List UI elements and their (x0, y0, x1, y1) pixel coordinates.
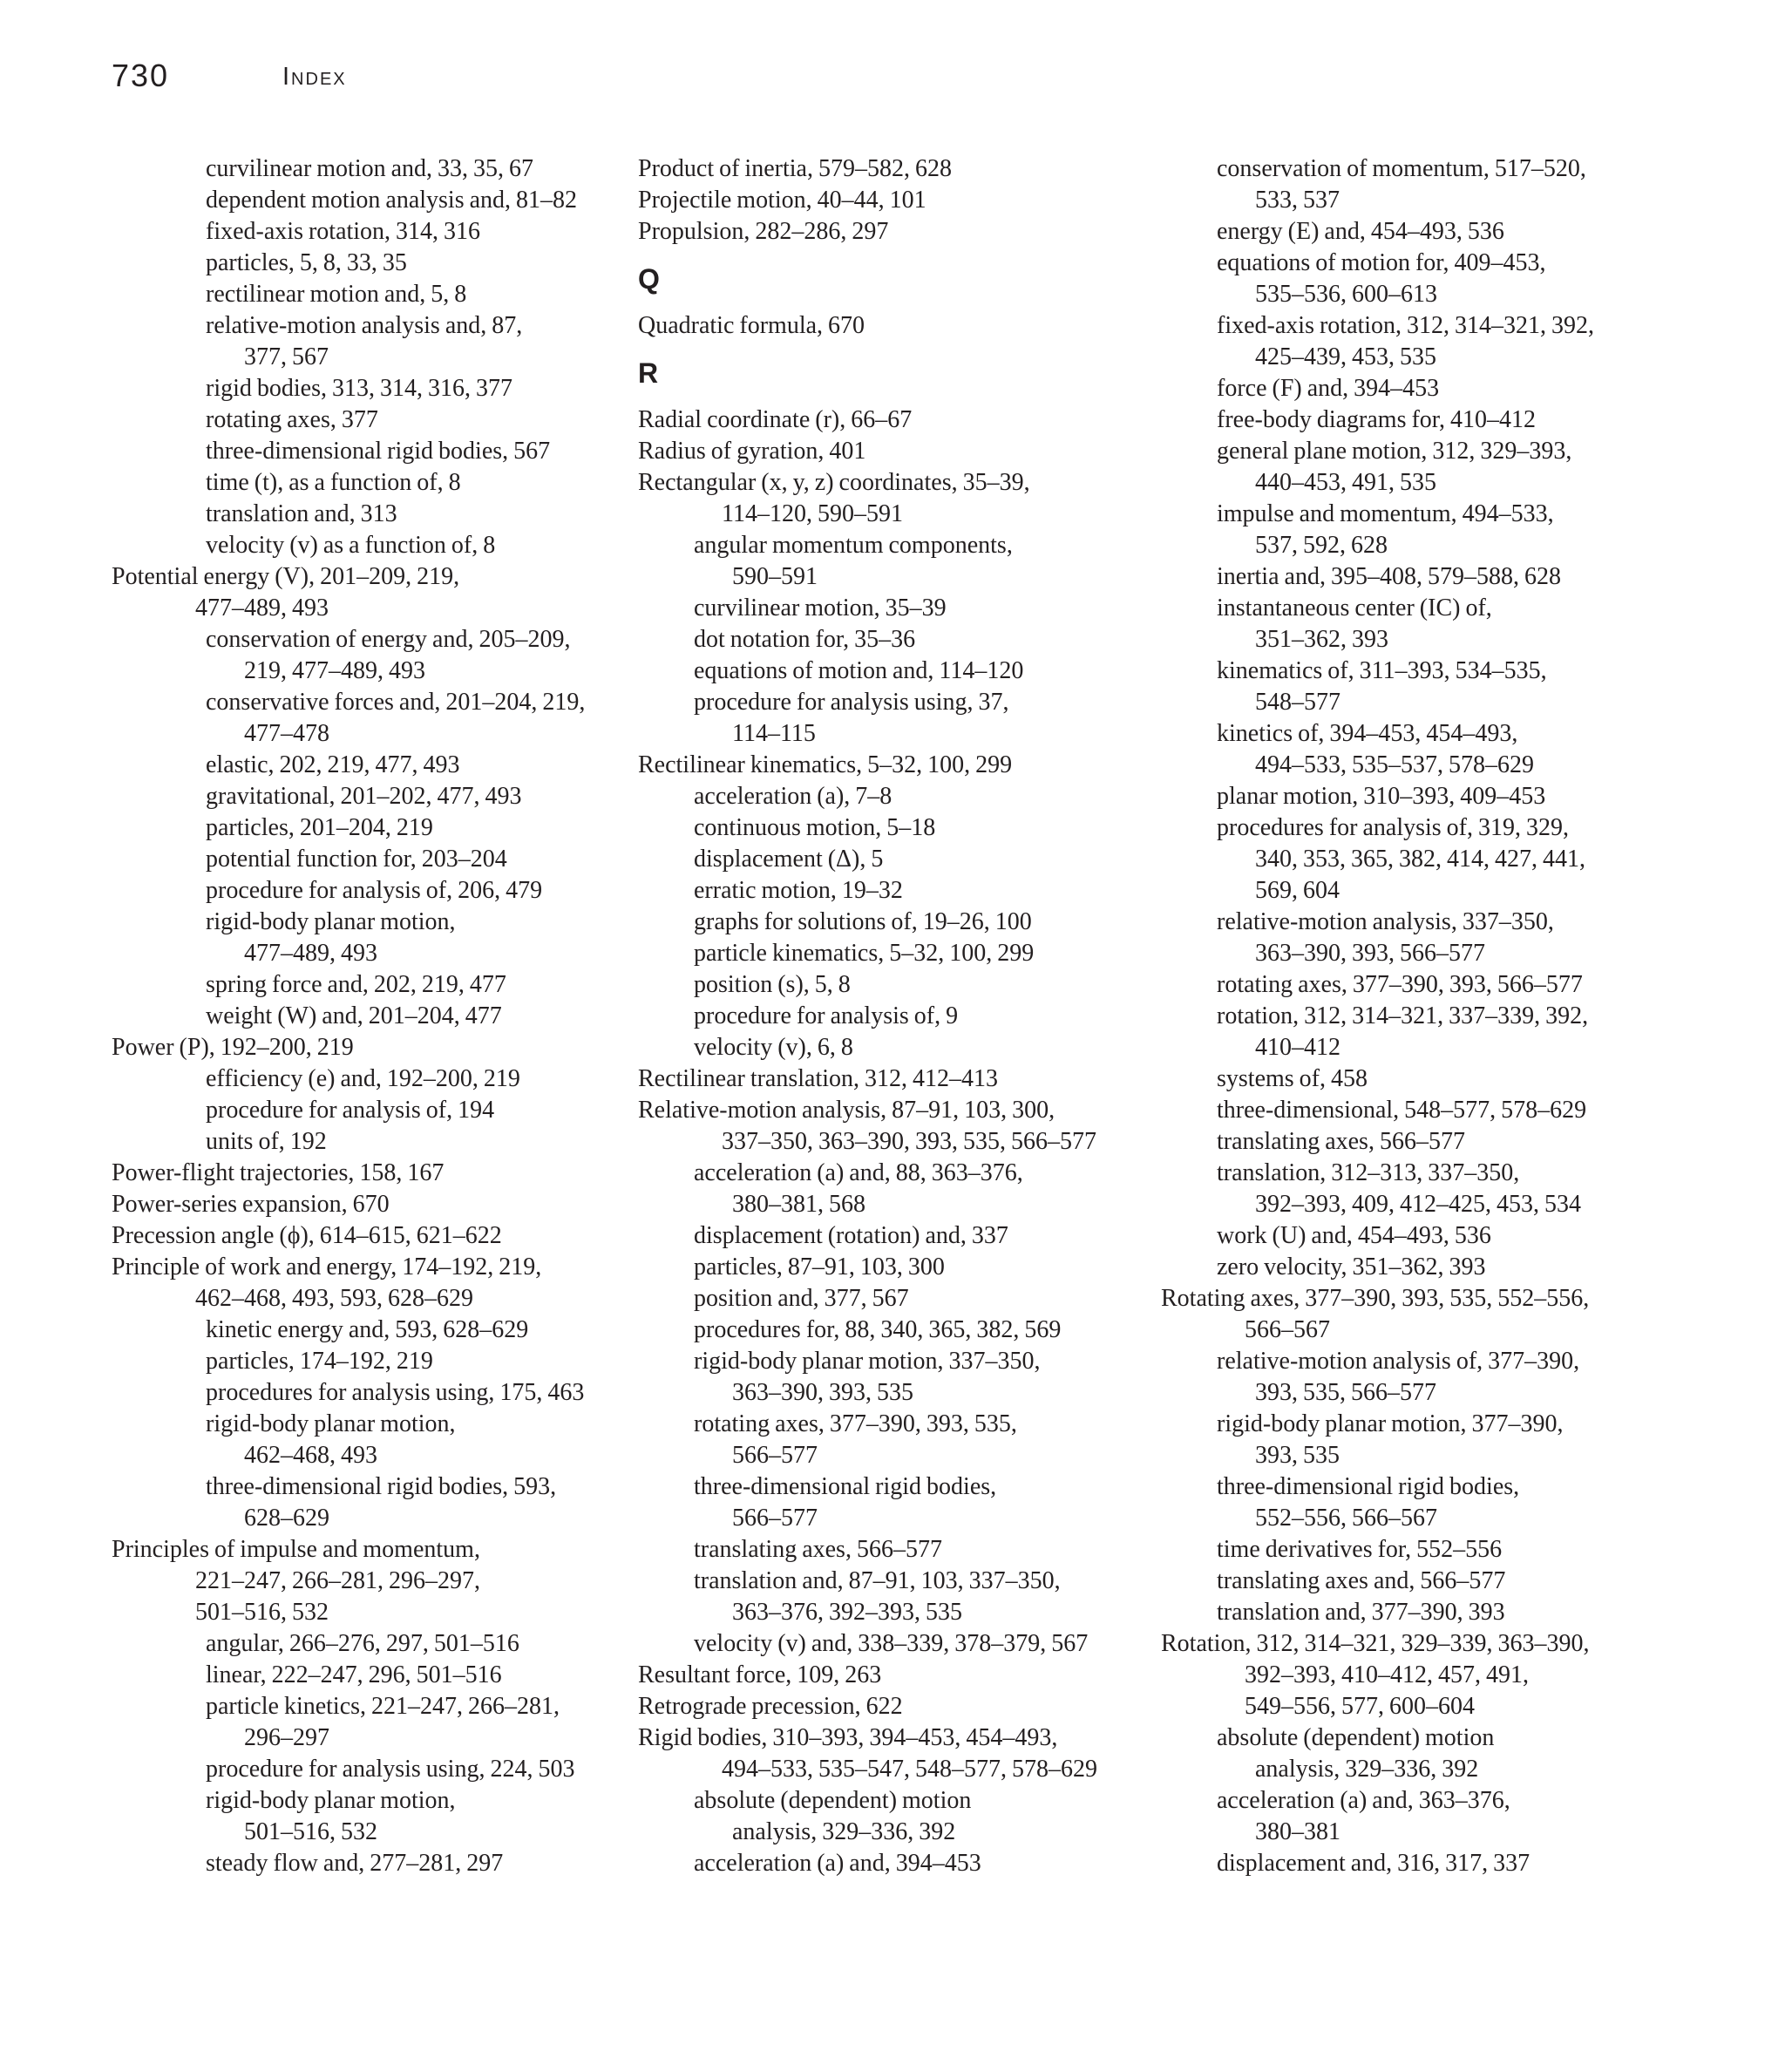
index-subentry: procedures for analysis of, 319, 329, (1217, 814, 1570, 841)
index-subentry: absolute (dependent) motion (694, 1787, 972, 1814)
index-subentry: three-dimensional, 548–577, 578–629 (1217, 1097, 1587, 1124)
index-entry-continuation: 221–247, 266–281, 296–297, (195, 1567, 480, 1594)
index-subentry: potential function for, 203–204 (206, 846, 507, 873)
index-entry-continuation: 477–489, 493 (244, 940, 377, 967)
index-subentry: translation and, 87–91, 103, 337–350, (694, 1567, 1061, 1594)
index-subentry: conservation of momentum, 517–520, (1217, 155, 1586, 182)
index-subentry: acceleration (a) and, 394–453 (694, 1850, 981, 1877)
index-subentry: dependent motion analysis and, 81–82 (206, 187, 578, 214)
index-entry: Propulsion, 282–286, 297 (638, 218, 889, 245)
index-subentry: gravitational, 201–202, 477, 493 (206, 783, 522, 810)
index-subentry: graphs for solutions of, 19–26, 100 (694, 908, 1032, 935)
index-subentry: translating axes, 566–577 (1217, 1128, 1465, 1155)
index-letter-heading: Q (638, 263, 660, 295)
index-subentry: fixed-axis rotation, 314, 316 (206, 218, 481, 245)
index-entry-continuation: 296–297 (244, 1724, 329, 1751)
index-column-3 (1161, 153, 1684, 1879)
index-subentry: rigid-body planar motion, 377–390, (1217, 1410, 1564, 1437)
index-subentry: kinematics of, 311–393, 534–535, (1217, 657, 1547, 684)
index-subentry: rigid-body planar motion, (206, 1787, 456, 1814)
index-entry: Rectilinear kinematics, 5–32, 100, 299 (638, 751, 1013, 778)
index-entry: Rectilinear translation, 312, 412–413 (638, 1065, 999, 1092)
index-subentry: rotating axes, 377–390, 393, 566–577 (1217, 971, 1583, 998)
index-subentry: acceleration (a), 7–8 (694, 783, 892, 810)
index-entry: Power-series expansion, 670 (112, 1191, 390, 1218)
index-subentry: conservation of energy and, 205–209, (206, 626, 571, 653)
index-subentry: curvilinear motion and, 33, 35, 67 (206, 155, 534, 182)
index-subentry: planar motion, 310–393, 409–453 (1217, 783, 1546, 810)
index-subentry: time (t), as a function of, 8 (206, 469, 461, 496)
index-subentry: energy (E) and, 454–493, 536 (1217, 218, 1504, 245)
index-subentry: particles, 174–192, 219 (206, 1348, 433, 1375)
index-subentry: procedure for analysis using, 37, (694, 689, 1009, 716)
index-subentry: rigid bodies, 313, 314, 316, 377 (206, 375, 512, 402)
index-subentry: translation, 312–313, 337–350, (1217, 1159, 1520, 1186)
index-subentry: particle kinematics, 5–32, 100, 299 (694, 940, 1035, 967)
index-entry: Power (P), 192–200, 219 (112, 1034, 354, 1061)
index-entry: Principles of impulse and momentum, (112, 1536, 480, 1563)
index-entry-continuation: 552–556, 566–567 (1255, 1505, 1437, 1532)
index-subentry: systems of, 458 (1217, 1065, 1368, 1092)
index-subentry: free-body diagrams for, 410–412 (1217, 406, 1536, 433)
index-entry-continuation: 628–629 (244, 1505, 329, 1532)
index-entry-continuation: 462–468, 493 (244, 1442, 377, 1469)
index-entry-continuation: 533, 537 (1255, 187, 1340, 214)
index-subentry: velocity (v), 6, 8 (694, 1034, 853, 1061)
index-entry-continuation: 566–577 (732, 1505, 818, 1532)
index-entry-continuation: 393, 535, 566–577 (1255, 1379, 1436, 1406)
index-entry: Rectangular (x, y, z) coordinates, 35–39, (638, 469, 1030, 496)
index-column-2 (638, 153, 1126, 1879)
index-entry: Retrograde precession, 622 (638, 1693, 903, 1720)
index-subentry: three-dimensional rigid bodies, (1217, 1473, 1520, 1500)
index-entry: Product of inertia, 579–582, 628 (638, 155, 952, 182)
index-entry-continuation: 537, 592, 628 (1255, 532, 1388, 559)
index-entry: Quadratic formula, 670 (638, 312, 865, 339)
index-entry: Rotation, 312, 314–321, 329–339, 363–390, (1161, 1630, 1590, 1657)
index-entry-continuation: 392–393, 410–412, 457, 491, (1245, 1661, 1529, 1688)
index-entry-continuation: 501–516, 532 (244, 1818, 377, 1845)
index-subentry: kinetics of, 394–453, 454–493, (1217, 720, 1518, 747)
index-subentry: procedure for analysis using, 224, 503 (206, 1756, 575, 1783)
index-subentry: rigid-body planar motion, (206, 908, 456, 935)
index-entry-continuation: 494–533, 535–537, 578–629 (1255, 751, 1534, 778)
index-subentry: angular momentum components, (694, 532, 1013, 559)
index-subentry: efficiency (e) and, 192–200, 219 (206, 1065, 520, 1092)
index-subentry: dot notation for, 35–36 (694, 626, 916, 653)
index-subentry: force (F) and, 394–453 (1217, 375, 1440, 402)
index-letter-heading: R (638, 357, 659, 389)
index-subentry: zero velocity, 351–362, 393 (1217, 1253, 1486, 1281)
index-subentry: continuous motion, 5–18 (694, 814, 936, 841)
index-entry-continuation: 477–489, 493 (195, 594, 329, 622)
index-entry: Radius of gyration, 401 (638, 438, 866, 465)
index-entry-continuation: 393, 535 (1255, 1442, 1340, 1469)
index-subentry: procedure for analysis of, 194 (206, 1097, 495, 1124)
index-entry: Radial coordinate (r), 66–67 (638, 406, 913, 433)
index-subentry: rigid-body planar motion, (206, 1410, 456, 1437)
index-subentry: spring force and, 202, 219, 477 (206, 971, 506, 998)
index-subentry: time derivatives for, 552–556 (1217, 1536, 1503, 1563)
index-subentry: procedures for analysis using, 175, 463 (206, 1379, 585, 1406)
index-entry: Principle of work and energy, 174–192, 219, (112, 1253, 542, 1281)
index-entry-continuation: 351–362, 393 (1255, 626, 1388, 653)
index-subentry: angular, 266–276, 297, 501–516 (206, 1630, 519, 1657)
index-subentry: translation and, 313 (206, 500, 397, 527)
index-entry-continuation: 377, 567 (244, 343, 329, 370)
index-subentry: displacement (rotation) and, 337 (694, 1222, 1008, 1249)
index-subentry: translating axes and, 566–577 (1217, 1567, 1506, 1594)
index-subentry: instantaneous center (IC) of, (1217, 594, 1492, 622)
index-entry-continuation: 340, 353, 365, 382, 414, 427, 441, (1255, 846, 1585, 873)
index-subentry: velocity (v) as a function of, 8 (206, 532, 496, 559)
index-entry-continuation: 440–453, 491, 535 (1255, 469, 1436, 496)
index-column-1 (112, 153, 600, 1879)
index-entry-continuation: 569, 604 (1255, 877, 1340, 904)
index-entry: Projectile motion, 40–44, 101 (638, 187, 926, 214)
index-subentry: rotating axes, 377–390, 393, 535, (694, 1410, 1017, 1437)
index-subentry: work (U) and, 454–493, 536 (1217, 1222, 1491, 1249)
index-subentry: weight (W) and, 201–204, 477 (206, 1002, 502, 1029)
index-subentry: position and, 377, 567 (694, 1285, 909, 1312)
index-entry-continuation: 425–439, 453, 535 (1255, 343, 1436, 370)
index-entry: Precession angle (ϕ), 614–615, 621–622 (112, 1222, 502, 1249)
index-entry: Relative-motion analysis, 87–91, 103, 300, (638, 1097, 1055, 1124)
index-subentry: velocity (v) and, 338–339, 378–379, 567 (694, 1630, 1089, 1657)
index-entry-continuation: 337–350, 363–390, 393, 535, 566–577 (722, 1128, 1096, 1155)
index-entry-continuation: 380–381 (1255, 1818, 1340, 1845)
index-subentry: elastic, 202, 219, 477, 493 (206, 751, 460, 778)
index-subentry: conservative forces and, 201–204, 219, (206, 689, 586, 716)
index-subentry: acceleration (a) and, 88, 363–376, (694, 1159, 1023, 1186)
page-number: 730 (112, 58, 170, 93)
index-subentry: procedures for, 88, 340, 365, 382, 569 (694, 1316, 1062, 1343)
index-subentry: particles, 5, 8, 33, 35 (206, 249, 407, 276)
index-subentry: three-dimensional rigid bodies, 593, (206, 1473, 557, 1500)
index-entry-continuation: 219, 477–489, 493 (244, 657, 425, 684)
index-entry: Rigid bodies, 310–393, 394–453, 454–493, (638, 1724, 1058, 1751)
index-entry-continuation: analysis, 329–336, 392 (1255, 1756, 1479, 1783)
index-subentry: rotation, 312, 314–321, 337–339, 392, (1217, 1002, 1589, 1029)
index-entry: Resultant force, 109, 263 (638, 1661, 882, 1688)
index-entry-continuation: 535–536, 600–613 (1255, 281, 1437, 308)
index-subentry: displacement (Δ), 5 (694, 846, 884, 873)
index-subentry: inertia and, 395–408, 579–588, 628 (1217, 563, 1561, 590)
index-entry-continuation: 410–412 (1255, 1034, 1340, 1061)
index-subentry: impulse and momentum, 494–533, (1217, 500, 1554, 527)
index-entry-continuation: 392–393, 409, 412–425, 453, 534 (1255, 1191, 1581, 1218)
index-entry-continuation: 462–468, 493, 593, 628–629 (195, 1285, 473, 1312)
index-subentry: equations of motion and, 114–120 (694, 657, 1024, 684)
index-entry-continuation: 548–577 (1255, 689, 1340, 716)
index-entry-continuation: 549–556, 577, 600–604 (1245, 1693, 1475, 1720)
index-entry-continuation: 363–390, 393, 566–577 (1255, 940, 1485, 967)
index-subentry: units of, 192 (206, 1128, 327, 1155)
index-subentry: rectilinear motion and, 5, 8 (206, 281, 467, 308)
index-subentry: procedure for analysis of, 206, 479 (206, 877, 543, 904)
index-entry-continuation: 380–381, 568 (732, 1191, 865, 1218)
index-entry: Potential energy (V), 201–209, 219, (112, 563, 460, 590)
index-subentry: particles, 201–204, 219 (206, 814, 433, 841)
index-entry-continuation: 363–376, 392–393, 535 (732, 1599, 962, 1626)
index-subentry: absolute (dependent) motion (1217, 1724, 1495, 1751)
index-subentry: relative-motion analysis of, 377–390, (1217, 1348, 1580, 1375)
index-subentry: rigid-body planar motion, 337–350, (694, 1348, 1041, 1375)
index-subentry: erratic motion, 19–32 (694, 877, 903, 904)
index-entry-continuation: analysis, 329–336, 392 (732, 1818, 956, 1845)
index-subentry: acceleration (a) and, 363–376, (1217, 1787, 1510, 1814)
index-subentry: translation and, 377–390, 393 (1217, 1599, 1505, 1626)
index-subentry: linear, 222–247, 296, 501–516 (206, 1661, 502, 1688)
index-entry-continuation: 494–533, 535–547, 548–577, 578–629 (722, 1756, 1097, 1783)
index-entry: Rotating axes, 377–390, 393, 535, 552–556, (1161, 1285, 1590, 1312)
index-subentry: fixed-axis rotation, 312, 314–321, 392, (1217, 312, 1595, 339)
index-entry-continuation: 114–120, 590–591 (722, 500, 903, 527)
index-entry-continuation: 477–478 (244, 720, 329, 747)
index-subentry: position (s), 5, 8 (694, 971, 851, 998)
index-subentry: three-dimensional rigid bodies, (694, 1473, 997, 1500)
index-entry-continuation: 566–577 (732, 1442, 818, 1469)
index-subentry: kinetic energy and, 593, 628–629 (206, 1316, 529, 1343)
index-subentry: three-dimensional rigid bodies, 567 (206, 438, 551, 465)
index-subentry: displacement and, 316, 317, 337 (1217, 1850, 1530, 1877)
index-subentry: equations of motion for, 409–453, (1217, 249, 1546, 276)
index-entry-continuation: 114–115 (732, 720, 816, 747)
index-subentry: steady flow and, 277–281, 297 (206, 1850, 504, 1877)
index-subentry: relative-motion analysis, 337–350, (1217, 908, 1554, 935)
running-title: Index (282, 63, 347, 91)
index-entry-continuation: 566–567 (1245, 1316, 1330, 1343)
index-subentry: translating axes, 566–577 (694, 1536, 942, 1563)
index-entry-continuation: 363–390, 393, 535 (732, 1379, 913, 1406)
index-subentry: rotating axes, 377 (206, 406, 378, 433)
index-subentry: procedure for analysis of, 9 (694, 1002, 959, 1029)
index-subentry: general plane motion, 312, 329–393, (1217, 438, 1572, 465)
index-subentry: particles, 87–91, 103, 300 (694, 1253, 945, 1281)
index-subentry: particle kinetics, 221–247, 266–281, (206, 1693, 560, 1720)
index-entry-continuation: 501–516, 532 (195, 1599, 329, 1626)
index-entry-continuation: 590–591 (732, 563, 818, 590)
index-entry: Power-flight trajectories, 158, 167 (112, 1159, 445, 1186)
index-subentry: relative-motion analysis and, 87, (206, 312, 523, 339)
index-subentry: curvilinear motion, 35–39 (694, 594, 947, 622)
